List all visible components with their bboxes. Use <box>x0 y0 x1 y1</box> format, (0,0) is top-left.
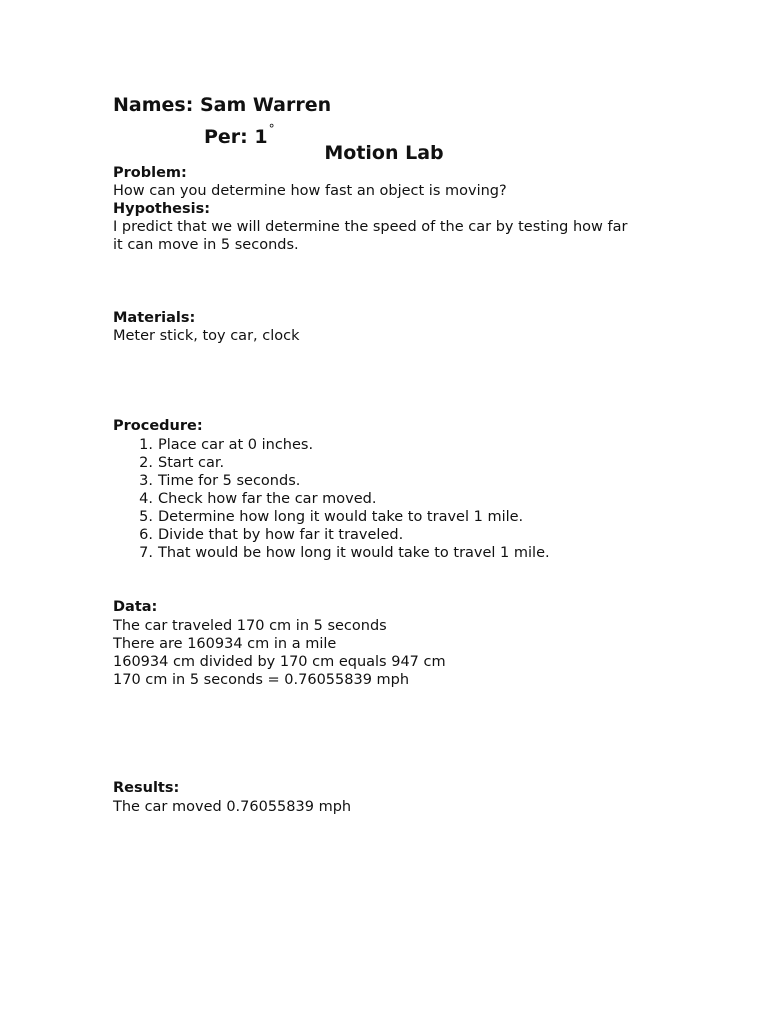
step-text: Determine how long it would take to travel 1 mile. <box>158 509 524 525</box>
results-text: The car moved 0.76055839 mph <box>113 799 352 815</box>
materials-heading: Materials: <box>113 310 196 326</box>
period-label: Per: <box>204 126 248 148</box>
problem-text: How can you determine how fast an object is moving? <box>113 183 507 199</box>
hypothesis-heading: Hypothesis: <box>113 201 211 217</box>
data-line-3: 160934 cm divided by 170 cm equals 947 cm <box>113 654 446 670</box>
period-mark: ° <box>268 122 275 136</box>
step-number: 6. <box>139 527 153 543</box>
step-number: 1. <box>139 437 153 453</box>
data-line-2: There are 160934 cm in a mile <box>113 636 337 652</box>
procedure-step <box>113 472 550 490</box>
procedure-heading: Procedure: <box>113 418 203 434</box>
step-text: Divide that by how far it traveled. <box>158 527 404 543</box>
step-number: 5. <box>139 509 153 525</box>
step-number: 2. <box>139 455 153 471</box>
hypothesis-line-1: I predict that we will determine the speed of the car by testing how far <box>113 219 628 235</box>
data-line-1: The car traveled 170 cm in 5 seconds <box>113 618 387 634</box>
document-title <box>0 141 768 165</box>
problem-heading: Problem: <box>113 165 187 181</box>
procedure-step <box>113 544 550 562</box>
step-number: 7. <box>139 545 153 561</box>
period-value: 1 <box>254 126 268 148</box>
step-text: Place car at 0 inches. <box>158 437 314 453</box>
materials-text: Meter stick, toy car, clock <box>113 328 300 344</box>
procedure-step <box>113 508 550 526</box>
step-text: That would be how long it would take to travel 1 mile. <box>158 545 550 561</box>
names-label: Names: <box>113 94 194 116</box>
procedure-step <box>113 454 550 472</box>
step-text: Check how far the car moved. <box>158 491 377 507</box>
data-line-4: 170 cm in 5 seconds = 0.76055839 mph <box>113 672 410 688</box>
procedure-step <box>113 490 550 508</box>
step-number: 3. <box>139 473 153 489</box>
step-text: Time for 5 seconds. <box>158 473 301 489</box>
document-title-text: Motion Lab <box>324 142 444 164</box>
procedure-list <box>113 436 550 562</box>
data-heading: Data: <box>113 599 158 615</box>
hypothesis-line-2: it can move in 5 seconds. <box>113 237 299 253</box>
procedure-step <box>113 436 550 454</box>
results-heading: Results: <box>113 780 180 796</box>
step-number: 4. <box>139 491 153 507</box>
step-text: Start car. <box>158 455 225 471</box>
student-name: Sam Warren <box>199 94 332 116</box>
procedure-step <box>113 526 550 544</box>
names-line <box>113 93 331 117</box>
